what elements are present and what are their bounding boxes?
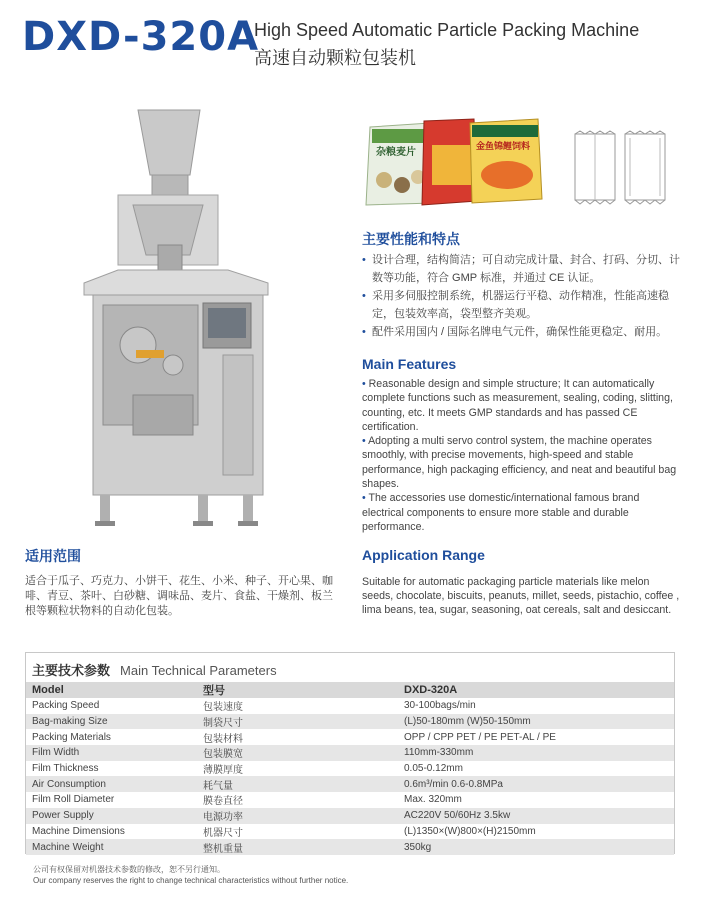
param-name-cn: 耗气量 (197, 776, 398, 792)
product-title-cn: 高速自动颗粒包装机 (254, 48, 416, 68)
param-name-cn: 包装速度 (197, 698, 398, 714)
table-row (26, 839, 674, 855)
param-name-en: Packing Materials (26, 729, 197, 745)
param-value: 110mm-330mm (398, 745, 674, 761)
param-value: 30-100bags/min (398, 698, 674, 714)
feature-en-item: • Adopting a multi servo control system, the machine operates smoothly, with precise movements, high-speed and stable performance, high packaging efficiency, and neat and beautiful bag shapes. (362, 434, 680, 491)
param-name-en: Film Thickness (26, 761, 197, 777)
param-value: 0.6m³/min 0.6-0.8MPa (398, 776, 674, 792)
feature-cn-item: • 配件采用国内 / 国际名牌电气元件，确保性能更稳定、耐用。 (362, 323, 687, 341)
table-row (26, 714, 674, 730)
param-name-en: Power Supply (26, 808, 197, 824)
params-heading-cn: 主要技术参数 (32, 663, 111, 678)
param-name-cn: 包装材料 (197, 729, 398, 745)
features-cn-list (362, 251, 687, 341)
features-en-list (362, 377, 680, 534)
params-heading (32, 660, 277, 679)
technical-parameters-box (25, 652, 675, 854)
param-name-en: Machine Weight (26, 839, 197, 855)
table-row (26, 698, 674, 714)
params-table (26, 682, 674, 855)
param-value: Max. 320mm (398, 792, 674, 808)
param-name-cn: 薄膜厚度 (197, 761, 398, 777)
bag3-label: 金鱼锦鲤饲料 (476, 142, 531, 152)
product-bags-image (362, 115, 562, 210)
application-en-heading: Application Range (362, 547, 485, 563)
param-value: 350kg (398, 839, 674, 855)
application-cn-heading: 适用范围 (25, 548, 81, 564)
feature-cn-item: • 设计合理，结构简洁；可自动完成计量、封合、打码、分切、计数等功能，符合 GMP 标准，并通过 CE 认证。 (362, 251, 687, 287)
features-en-heading: Main Features (362, 356, 457, 372)
param-name-en: Machine Dimensions (26, 824, 197, 840)
param-name-cn: 制袋尺寸 (197, 714, 398, 730)
feature-cn-item: • 采用多伺服控制系统，机器运行平稳、动作精准，性能高速稳定，包装效率高，袋型整齐美观。 (362, 287, 687, 323)
param-name-en: Bag-making Size (26, 714, 197, 730)
param-name-en: Film Roll Diameter (26, 792, 197, 808)
features-cn-heading: 主要性能和特点 (362, 231, 460, 247)
table-header-cell: 型号 (197, 682, 398, 698)
disclaimer-en: Our company reserves the right to change technical characteristics without further notice. (33, 876, 349, 885)
table-row (26, 824, 674, 840)
product-title-en: High Speed Automatic Particle Packing Machine (254, 20, 640, 40)
param-value: 0.05-0.12mm (398, 761, 674, 777)
table-row (26, 776, 674, 792)
application-en-text: Suitable for automatic packaging particle materials like melon seeds, chocolate, biscuits, peanuts, millet, seeds, pistachio, coffee , lima beans, tea, sugar, seasoning, oat cereals, salt and desiccant. (362, 576, 680, 616)
param-name-cn: 膜卷直径 (197, 792, 398, 808)
table-header-row (26, 682, 674, 698)
bag1-label: 杂粮麦片 (376, 147, 416, 158)
params-heading-en: Main Technical Parameters (120, 663, 277, 678)
table-row (26, 729, 674, 745)
table-row (26, 808, 674, 824)
param-value: AC220V 50/60Hz 3.5kw (398, 808, 674, 824)
disclaimer-cn: 公司有权保留对机器技术参数的修改，恕不另行通知。 (33, 865, 225, 874)
param-value: (L)50-180mm (W)50-150mm (398, 714, 674, 730)
param-name-cn: 机器尺寸 (197, 824, 398, 840)
param-value: (L)1350×(W)800×(H)2150mm (398, 824, 674, 840)
param-name-cn: 整机重量 (197, 839, 398, 855)
table-row (26, 745, 674, 761)
bag-type-sketch (570, 128, 670, 206)
param-value: OPP / CPP PET / PE PET-AL / PE (398, 729, 674, 745)
table-header-cell: DXD-320A (398, 682, 674, 698)
application-cn-text: 适合于瓜子、巧克力、小饼干、花生、小米、种子、开心果、咖啡、青豆、茶叶、白砂糖、调味品、麦片、食盐、干燥剂、板兰根等颗粒状物料的自动化包装。 (25, 575, 333, 617)
packing-machine-image (78, 105, 278, 535)
table-row (26, 761, 674, 777)
table-header-cell: Model (26, 682, 197, 698)
param-name-cn: 电源功率 (197, 808, 398, 824)
model-number: DXD-320A (22, 14, 260, 60)
table-row (26, 792, 674, 808)
param-name-en: Film Width (26, 745, 197, 761)
param-name-cn: 包装膜宽 (197, 745, 398, 761)
feature-en-item: • Reasonable design and simple structure; It can automatically complete functions such as measurement, sealing, coding, slitting, counting, etc. It meets GMP standards and has passed CE certification. (362, 377, 680, 434)
param-name-en: Packing Speed (26, 698, 197, 714)
param-name-en: Air Consumption (26, 776, 197, 792)
feature-en-item: • The accessories use domestic/international famous brand electrical components to ensure more stable and durable performance. (362, 491, 680, 534)
